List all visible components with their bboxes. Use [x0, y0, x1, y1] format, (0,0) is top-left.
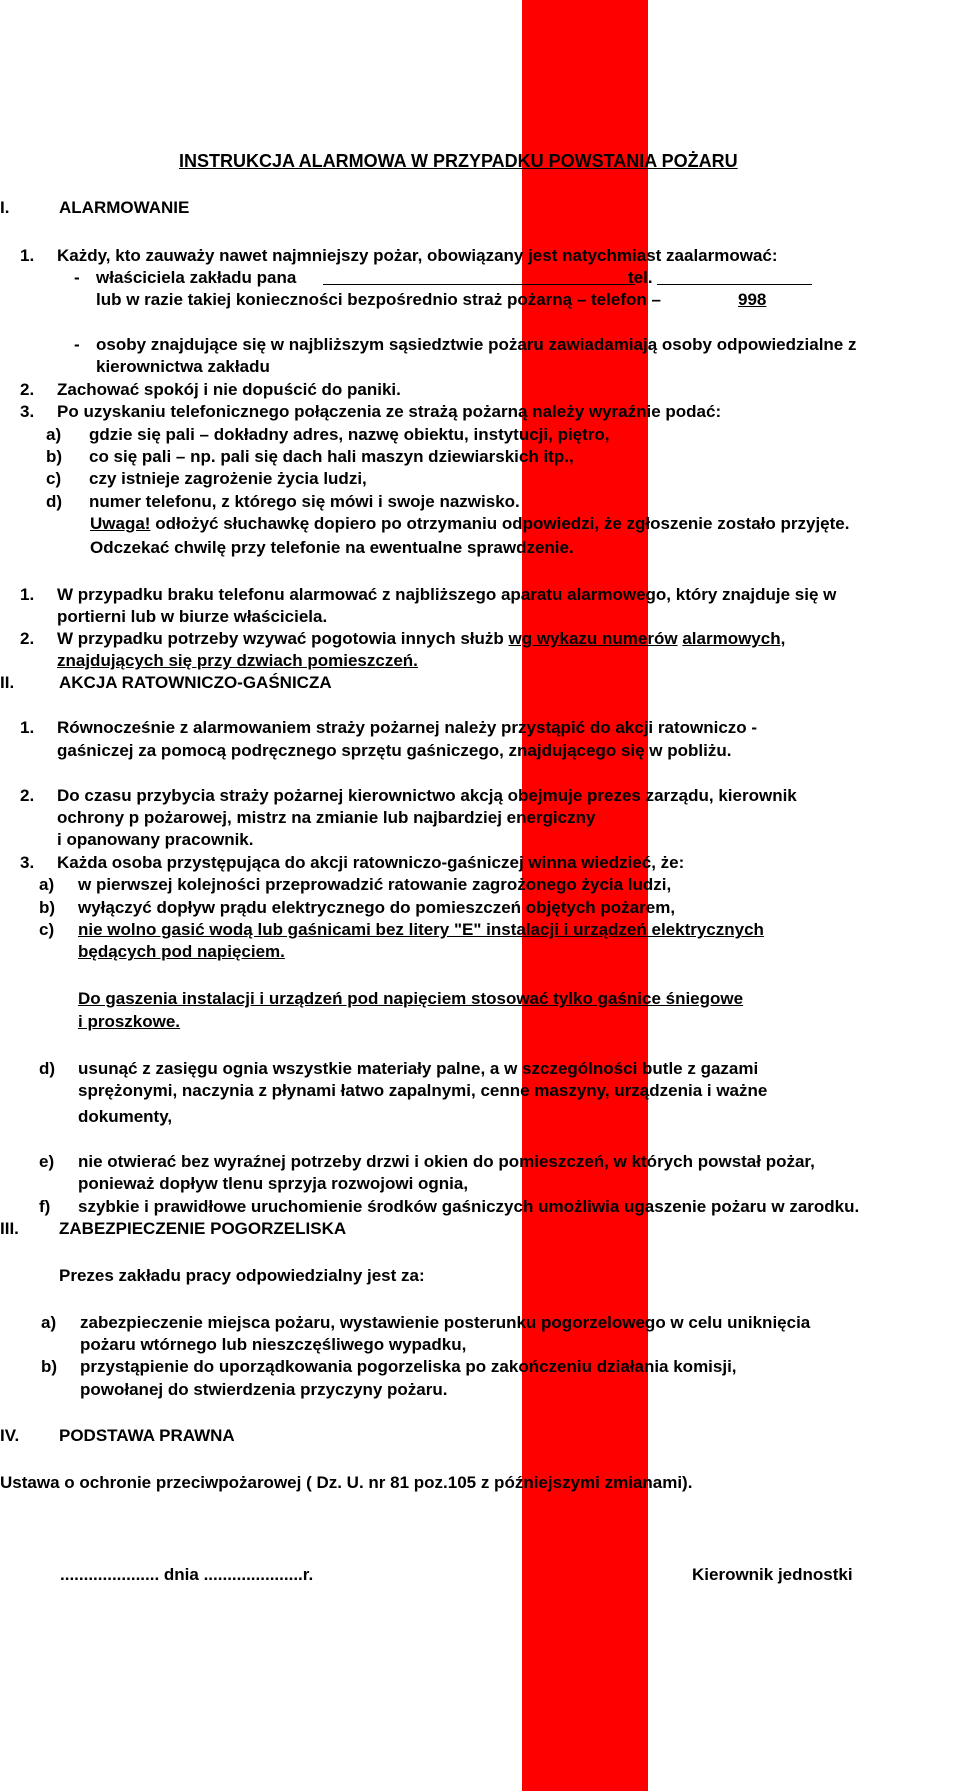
s1-item-2-text: Zachować spokój i nie dopuścić do paniki.: [57, 380, 401, 399]
s2-item-1-line-1: Równocześnie z alarmowaniem straży pożarnej należy przystąpić do akcji ratowniczo -: [57, 718, 758, 737]
s2-letter-d: d): [39, 1059, 56, 1078]
owner-label: właściciela zakładu pana: [96, 268, 297, 287]
nearby-text-line-2: kierownictwa zakładu: [96, 357, 270, 376]
report-list-item-d: numer telefonu, z którego się mówi i swoje nazwisko.: [89, 492, 520, 511]
s2-point-c-line-2: będących pod napięciem.: [78, 942, 285, 961]
s2-letter-b: b): [39, 898, 56, 917]
note-line-2: Odczekać chwilę przy telefonie na ewentualne sprawdzenie.: [90, 538, 574, 557]
section-1-number: I.: [0, 198, 10, 217]
s2-point-d-line-2: sprężonymi, naczynia z płynami łatwo zapalnymi, cenne maszyny, urządzenia i ważne: [78, 1081, 768, 1100]
fire-brigade-number: 998: [738, 290, 767, 309]
owner-dash: -: [74, 268, 80, 287]
s1-item-3-text: Po uzyskaniu telefonicznego połączenia ze strażą pożarną należy wyraźnie podać:: [57, 402, 722, 421]
legal-basis: Ustawa o ochronie przeciwpożarowej ( Dz. U. nr 81 poz.105 z późniejszymi zmianami).: [0, 1473, 693, 1492]
s1-item-1-number: 1.: [20, 246, 35, 265]
s2-point-f: szybkie i prawidłowe uruchomienie środków gaśniczych umożliwia ugaszenie pożaru w zarodku.: [78, 1197, 860, 1216]
s2-item-2-line-2: ochrony p pożarowej, mistrz na zmianie lub najbardziej energiczny: [57, 808, 596, 827]
section-4-number: IV.: [0, 1426, 20, 1445]
document-title: INSTRUKCJA ALARMOWA W PRZYPADKU POWSTANIA POŻARU: [179, 151, 738, 171]
s2-point-d-line-3: dokumenty,: [78, 1107, 173, 1126]
s3-letter-a: a): [41, 1313, 57, 1332]
section-1-heading: ALARMOWANIE: [59, 198, 190, 217]
signature-label: Kierownik jednostki: [692, 1565, 853, 1584]
s3-point-b-line-2: powołanej do stwierdzenia przyczyny pożaru.: [80, 1380, 448, 1399]
s1-extra-2-text: W przypadku potrzeby wzywać pogotowia innych służb: [57, 629, 509, 648]
report-list-item-a: gdzie się pali – dokładny adres, nazwę obiektu, instytucji, piętro,: [89, 425, 610, 444]
s2-item-2-number: 2.: [20, 786, 35, 805]
nearby-text-line-1: osoby znajdujące się w najbliższym sąsiedztwie pożaru zawiadamiają osoby odpowiedzialne z: [96, 335, 857, 354]
s2-item-1-number: 1.: [20, 718, 35, 737]
s1-extra-2-number: 2.: [20, 629, 35, 648]
note-line-1: [90, 513, 849, 535]
s2-point-a: w pierwszej kolejności przeprowadzić ratowanie zagrożonego życia ludzi,: [78, 875, 672, 894]
report-list-letter-d: d): [46, 492, 63, 511]
note-text: odłożyć słuchawkę dopiero po otrzymaniu odpowiedzi, że zgłoszenie zostało przyjęte.: [150, 514, 850, 533]
s2-point-c-warning-line-1: Do gaszenia instalacji i urządzeń pod napięciem stosować tylko gaśnice śniegowe: [78, 989, 744, 1008]
s2-point-c-line-1: nie wolno gasić wodą lub gaśnicami bez litery "E" instalacji i urządzeń elektrycznych: [78, 920, 764, 939]
s2-item-3-number: 3.: [20, 853, 35, 872]
s2-item-1-line-2: gaśniczej za pomocą podręcznego sprzętu gaśniczego, znajdującego się w pobliżu.: [57, 741, 732, 760]
s1-item-2-number: 2.: [20, 380, 35, 399]
s2-letter-a: a): [39, 875, 55, 894]
s2-item-2-line-1: Do czasu przybycia straży pożarnej kierownictwo akcją obejmuje prezes zarządu, kierownik: [57, 786, 797, 805]
section-4-heading: PODSTAWA PRAWNA: [59, 1426, 235, 1445]
s3-point-a-line-1: zabezpieczenie miejsca pożaru, wystawienie posterunku pogorzelowego w celu uniknięcia: [80, 1313, 811, 1332]
s3-point-b-line-1: przystąpienie do uporządkowania pogorzeliska po zakończeniu działania komisji,: [80, 1357, 737, 1376]
alarm-word: alarmowych,: [682, 629, 786, 648]
section-3-number: III.: [0, 1219, 19, 1238]
s3-letter-b: b): [41, 1357, 58, 1376]
s2-point-b: wyłączyć dopływ prądu elektrycznego do pomieszczeń objętych pożarem,: [78, 898, 676, 917]
s2-item-3-text: Każda osoba przystępująca do akcji ratowniczo-gaśniczej winna wiedzieć, że:: [57, 853, 685, 872]
section-3-heading: ZABEZPIECZENIE POGORZELISKA: [59, 1219, 347, 1238]
date-line: ..................... dnia .....................r.: [60, 1565, 314, 1584]
s2-point-e-line-1: nie otwierać bez wyraźnej potrzeby drzwi i okien do pomieszczeń, w których powstał pożar,: [78, 1152, 815, 1171]
s1-item-3-number: 3.: [20, 402, 35, 421]
s3-intro: Prezes zakładu pracy odpowiedzialny jest za:: [59, 1266, 425, 1285]
section-2-number: II.: [0, 673, 15, 692]
report-list-letter-c: c): [46, 469, 62, 488]
s2-point-e-line-2: ponieważ dopływ tlenu sprzyja rozwojowi ognia,: [78, 1174, 469, 1193]
owner-name-blank: [323, 267, 635, 285]
s3-point-a-line-2: pożaru wtórnego lub nieszczęśliwego wypadku,: [80, 1335, 467, 1354]
note-label: Uwaga!: [90, 514, 151, 533]
s2-point-d-line-1: usunąć z zasięgu ognia wszystkie materiały palne, a w szczególności butle z gazami: [78, 1059, 759, 1078]
report-list-item-b: co się pali – np. pali się dach hali maszyn dziewiarskich itp.,: [89, 447, 574, 466]
s2-letter-f: f): [39, 1197, 51, 1216]
s1-extra-2-line-1: [57, 628, 785, 650]
fire-brigade-line: lub w razie takiej konieczności bezpośrednio straż pożarną – telefon –: [96, 290, 661, 309]
s2-point-c-warning-line-2: i proszkowe.: [78, 1012, 181, 1031]
nearby-dash: -: [74, 335, 80, 354]
s2-letter-e: e): [39, 1152, 55, 1171]
report-list-letter-a: a): [46, 425, 62, 444]
owner-tel-blank: [657, 267, 812, 285]
section-2-heading: AKCJA RATOWNICZO-GAŚNICZA: [59, 673, 332, 692]
alarm-numbers-list-ref: wg wykazu numerów: [508, 629, 678, 648]
s2-item-2-line-3: i opanowany pracownik.: [57, 830, 254, 849]
s1-extra-1-line-1: W przypadku braku telefonu alarmować z najbliższego aparatu alarmowego, który znajduje się w: [57, 585, 837, 604]
owner-tel-label: tel.: [628, 268, 653, 287]
report-list-letter-b: b): [46, 447, 63, 466]
s1-item-1-text: Każdy, kto zauważy nawet najmniejszy pożar, obowiązany jest natychmiast zaalarmować:: [57, 246, 778, 265]
s1-extra-1-number: 1.: [20, 585, 35, 604]
s2-letter-c: c): [39, 920, 55, 939]
s1-extra-2-line-2: znajdujących się przy dzwiach pomieszczeń.: [57, 651, 418, 670]
s1-extra-1-line-2: portierni lub w biurze właściciela.: [57, 607, 328, 626]
report-list-item-c: czy istnieje zagrożenie życia ludzi,: [89, 469, 367, 488]
